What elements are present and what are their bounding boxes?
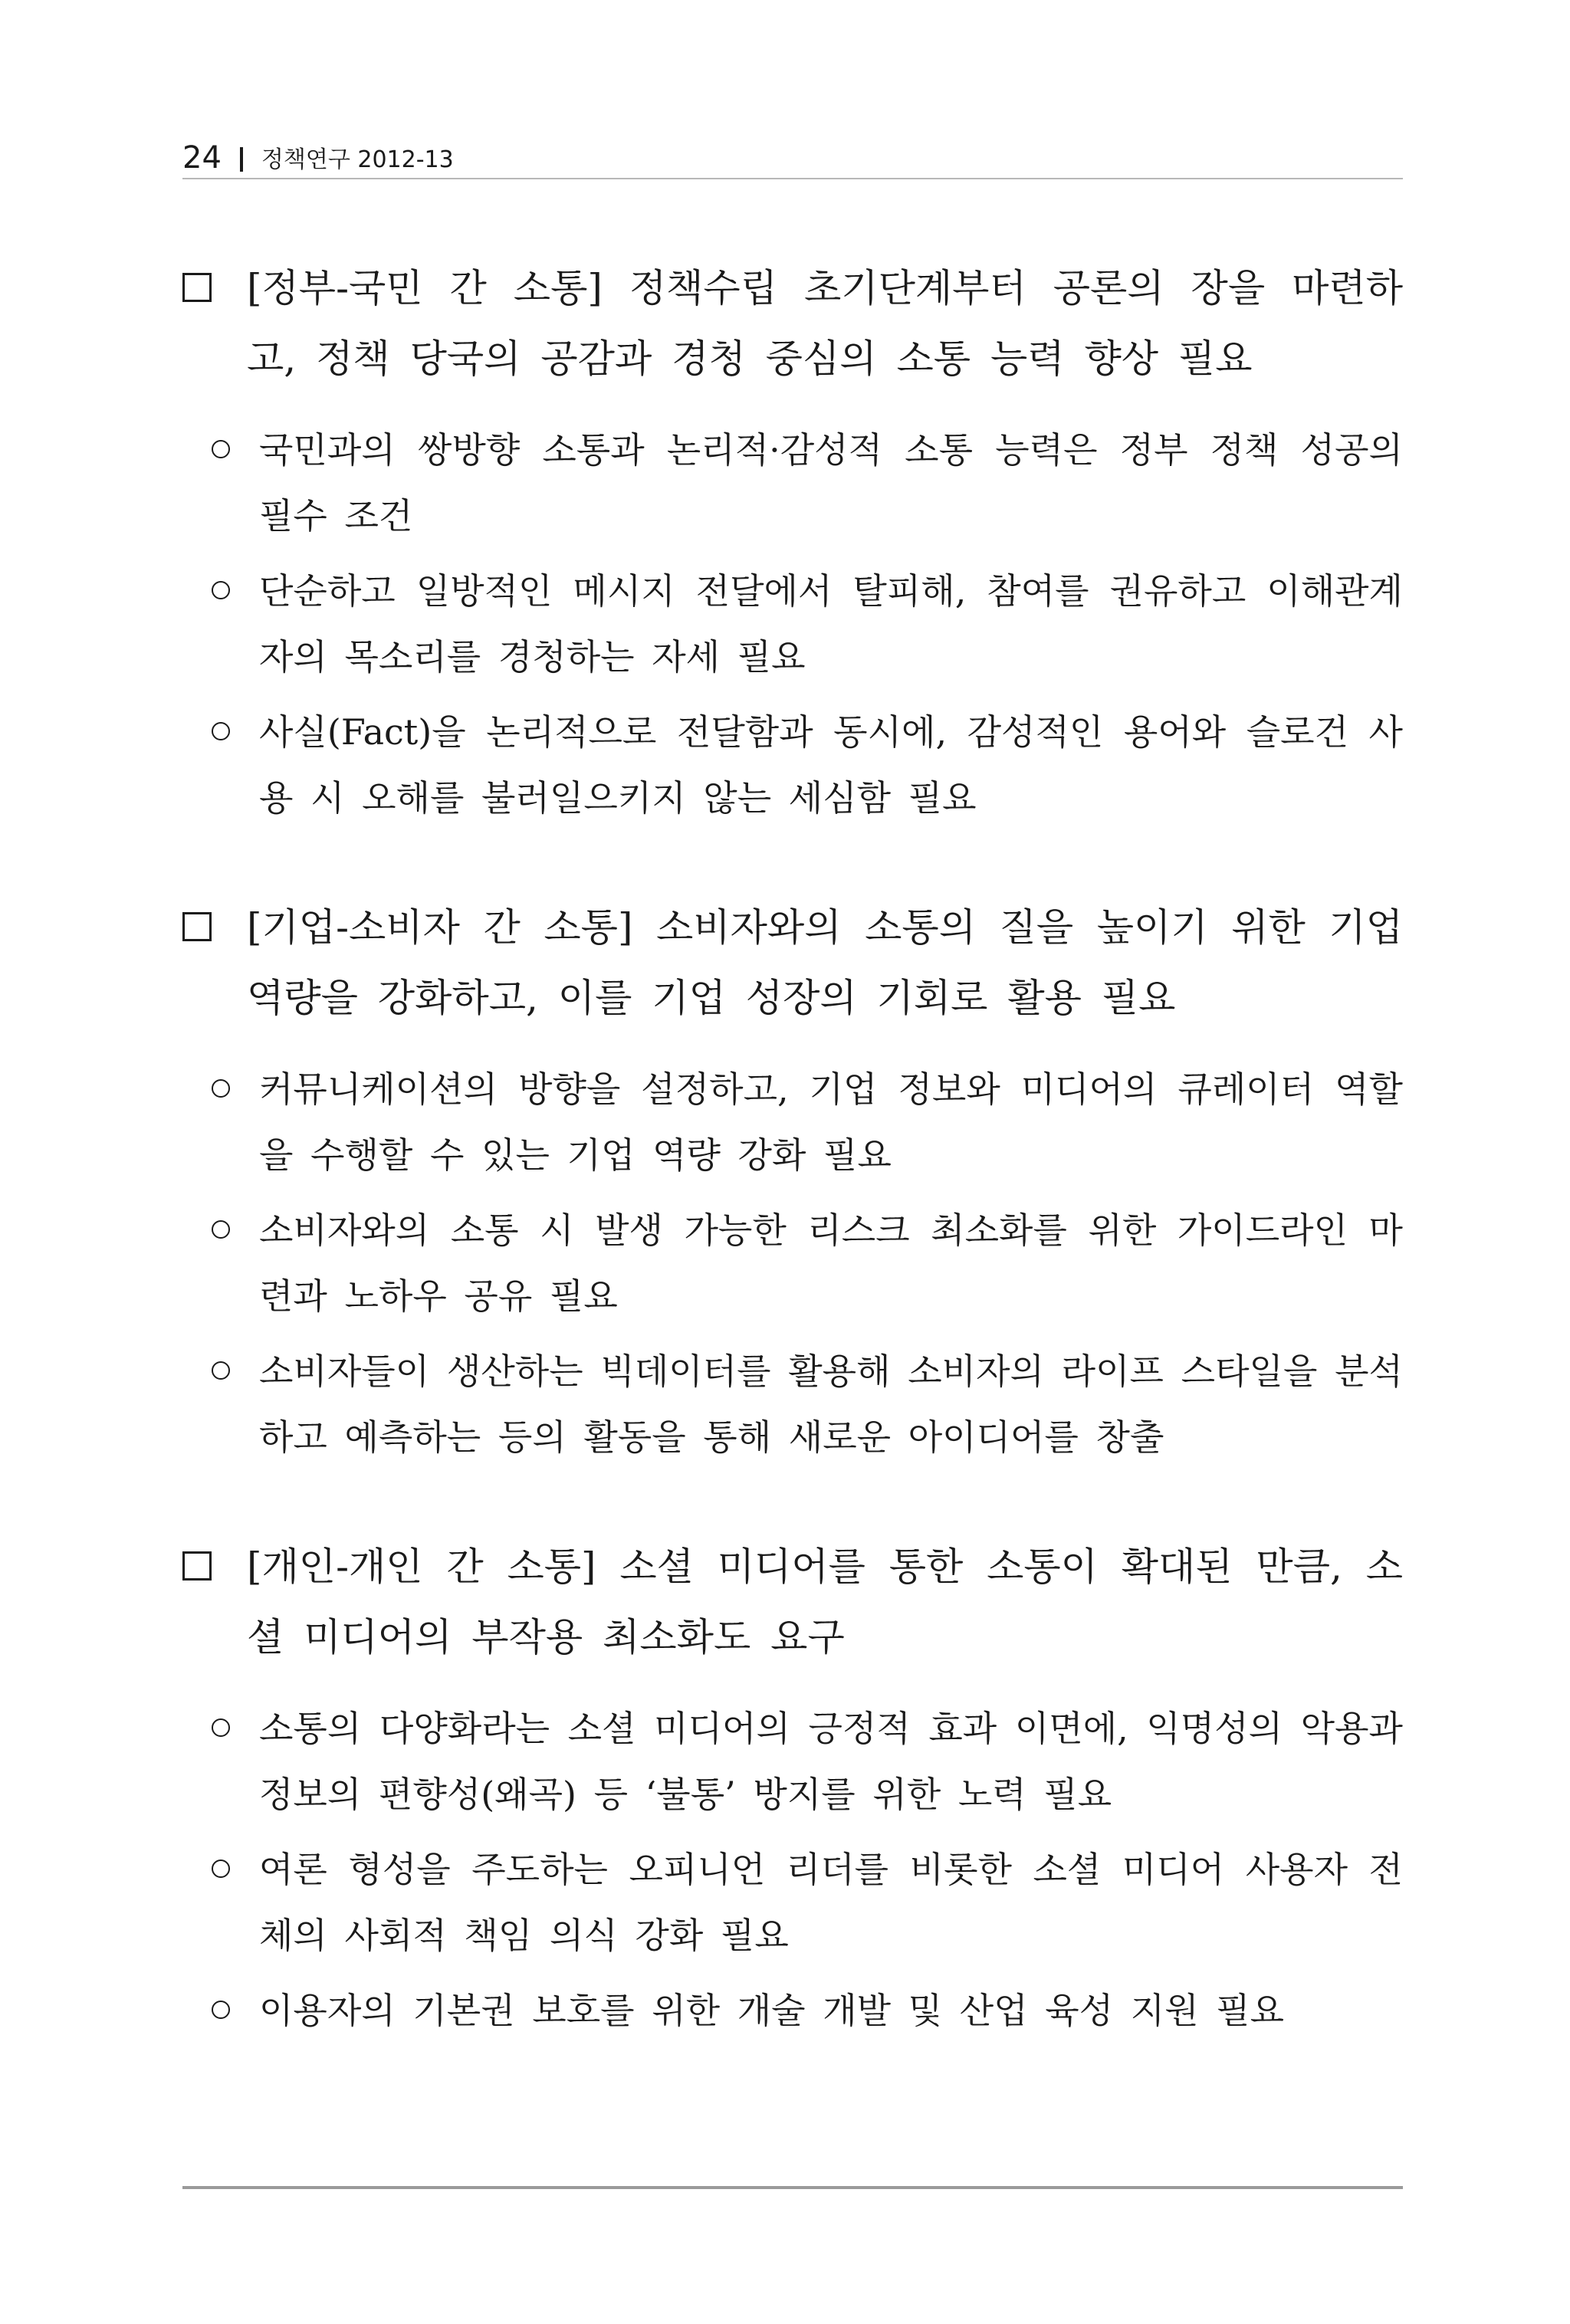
footer-rule	[182, 2186, 1403, 2189]
list-item	[182, 1338, 1403, 1470]
bullet-list	[182, 1056, 1403, 1470]
circle-bullet-icon	[212, 722, 230, 740]
section-heading	[182, 892, 1403, 1033]
circle-bullet-icon	[212, 1220, 230, 1239]
section-heading	[182, 253, 1403, 394]
list-item	[182, 558, 1403, 690]
list-item-text: 국민과의 쌍방향 소통과 논리적·감성적 소통 능력은 정부 정책 성공의 필수 조건	[259, 429, 1403, 537]
list-item	[182, 1695, 1403, 1827]
bullet-list	[182, 417, 1403, 831]
list-item-text: 이용자의 기본권 보호를 위한 개술 개발 및 산업 육성 지원 필요	[259, 1990, 1285, 2031]
section-government-citizen	[182, 253, 1403, 831]
square-bullet-icon	[182, 912, 212, 941]
circle-bullet-icon	[212, 581, 230, 599]
circle-bullet-icon	[212, 1079, 230, 1098]
list-item-text: 여론 형성을 주도하는 오피니언 리더를 비롯한 소셜 미디어 사용자 전체의 사회적 책임 의식 강화 필요	[259, 1849, 1403, 1956]
list-item	[182, 1978, 1403, 2043]
square-bullet-icon	[182, 1551, 212, 1581]
section-heading-text: [기업-소비자 간 소통] 소비자와의 소통의 질을 높이기 위한 기업 역량을 강화하고, 이를 기업 성장의 기회로 활용 필요	[247, 905, 1403, 1020]
circle-bullet-icon	[212, 2001, 230, 2019]
list-item	[182, 1056, 1403, 1188]
series-title: 정책연구 2012-13	[261, 146, 454, 173]
page-number: 24	[182, 140, 222, 176]
list-item-text: 소통의 다양화라는 소셜 미디어의 긍정적 효과 이면에, 익명성의 악용과 정보의 편향성(왜곡) 등 ‘불통’ 방지를 위한 노력 필요	[259, 1708, 1403, 1815]
list-item-text: 소비자와의 소통 시 발생 가능한 리스크 최소화를 위한 가이드라인 마련과 노하우 공유 필요	[259, 1210, 1403, 1317]
list-item-text: 단순하고 일방적인 메시지 전달에서 탈피해, 참여를 권유하고 이해관계자의 목소리를 경청하는 자세 필요	[259, 570, 1403, 678]
section-business-consumer	[182, 892, 1403, 1470]
section-individual-individual	[182, 1531, 1403, 2043]
section-heading	[182, 1531, 1403, 1672]
list-item	[182, 699, 1403, 831]
page-body	[182, 253, 1403, 2105]
circle-bullet-icon	[212, 1860, 230, 1878]
header-divider	[240, 147, 243, 172]
section-heading-text: [개인-개인 간 소통] 소셜 미디어를 통한 소통이 확대된 만큼, 소셜 미디어의 부작용 최소화도 요구	[247, 1544, 1403, 1659]
circle-bullet-icon	[212, 1718, 230, 1737]
circle-bullet-icon	[212, 1361, 230, 1380]
page-header	[182, 129, 1403, 176]
list-item-text: 소비자들이 생산하는 빅데이터를 활용해 소비자의 라이프 스타일을 분석하고 예측하는 등의 활동을 통해 새로운 아이디어를 창출	[259, 1351, 1403, 1458]
bullet-list	[182, 1695, 1403, 2043]
list-item	[182, 1837, 1403, 1968]
square-bullet-icon	[182, 273, 212, 302]
section-heading-text: [정부-국민 간 소통] 정책수립 초기단계부터 공론의 장을 마련하고, 정책 당국의 공감과 경청 중심의 소통 능력 향상 필요	[247, 266, 1403, 381]
circle-bullet-icon	[212, 440, 230, 458]
list-item	[182, 1197, 1403, 1329]
list-item-text: 사실(Fact)을 논리적으로 전달함과 동시에, 감성적인 용어와 슬로건 사용 시 오해를 불러일으키지 않는 세심함 필요	[259, 711, 1403, 819]
header-rule	[182, 178, 1403, 179]
list-item-text: 커뮤니케이션의 방향을 설정하고, 기업 정보와 미디어의 큐레이터 역할을 수행할 수 있는 기업 역량 강화 필요	[259, 1068, 1403, 1176]
list-item	[182, 417, 1403, 549]
